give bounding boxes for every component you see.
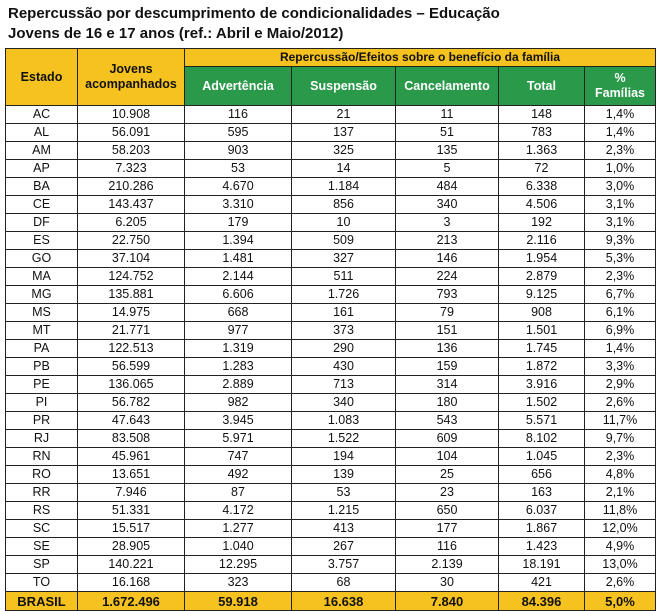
value-cell: 977 [185, 322, 292, 340]
state-cell: ES [6, 232, 78, 250]
value-cell: 10.908 [78, 106, 185, 124]
table-row [6, 574, 656, 592]
value-cell: 3.945 [185, 412, 292, 430]
header-pct-line1: % [614, 71, 626, 85]
value-cell: 53 [185, 160, 292, 178]
value-cell: 58.203 [78, 142, 185, 160]
value-cell: 3.757 [292, 556, 396, 574]
value-cell: 6.606 [185, 286, 292, 304]
state-cell: AM [6, 142, 78, 160]
header-total: Total [499, 67, 585, 106]
value-cell: 1.319 [185, 340, 292, 358]
header-jovens [78, 49, 185, 106]
value-cell: 609 [396, 430, 499, 448]
value-cell: 2.139 [396, 556, 499, 574]
value-cell: 15.517 [78, 520, 185, 538]
state-cell: SP [6, 556, 78, 574]
value-cell: 1.522 [292, 430, 396, 448]
value-cell: 56.599 [78, 358, 185, 376]
value-cell: 11,8% [585, 502, 656, 520]
header-pct-familias [585, 67, 656, 106]
table-row [6, 322, 656, 340]
value-cell: 179 [185, 214, 292, 232]
value-cell: 509 [292, 232, 396, 250]
value-cell: 1,4% [585, 340, 656, 358]
header-jovens-line1: Jovens [109, 62, 153, 76]
state-cell: PA [6, 340, 78, 358]
table-row [6, 178, 656, 196]
value-cell: 484 [396, 178, 499, 196]
value-cell: 2.116 [499, 232, 585, 250]
value-cell: 595 [185, 124, 292, 142]
value-cell: 21 [292, 106, 396, 124]
value-cell: 668 [185, 304, 292, 322]
value-cell: 9,7% [585, 430, 656, 448]
value-cell: 6,9% [585, 322, 656, 340]
value-cell: 3,1% [585, 214, 656, 232]
value-cell: 104 [396, 448, 499, 466]
state-cell: TO [6, 574, 78, 592]
table-row [6, 286, 656, 304]
value-cell: 161 [292, 304, 396, 322]
value-cell: 83.508 [78, 430, 185, 448]
value-cell: 192 [499, 214, 585, 232]
state-cell: PE [6, 376, 78, 394]
value-cell: 68 [292, 574, 396, 592]
state-cell: PI [6, 394, 78, 412]
value-cell: 1.363 [499, 142, 585, 160]
value-cell: 87 [185, 484, 292, 502]
total-cell: 84.396 [499, 592, 585, 611]
value-cell: 137 [292, 124, 396, 142]
value-cell: 47.643 [78, 412, 185, 430]
value-cell: 28.905 [78, 538, 185, 556]
value-cell: 146 [396, 250, 499, 268]
value-cell: 136 [396, 340, 499, 358]
value-cell: 116 [185, 106, 292, 124]
value-cell: 8.102 [499, 430, 585, 448]
value-cell: 2,6% [585, 394, 656, 412]
value-cell: 51 [396, 124, 499, 142]
value-cell: 6,7% [585, 286, 656, 304]
table-row [6, 196, 656, 214]
table-row [6, 520, 656, 538]
value-cell: 1.184 [292, 178, 396, 196]
value-cell: 116 [396, 538, 499, 556]
value-cell: 53 [292, 484, 396, 502]
table-row [6, 268, 656, 286]
value-cell: 1.083 [292, 412, 396, 430]
state-cell: RJ [6, 430, 78, 448]
value-cell: 1.501 [499, 322, 585, 340]
value-cell: 11 [396, 106, 499, 124]
data-table [5, 48, 656, 611]
value-cell: 2,3% [585, 268, 656, 286]
value-cell: 72 [499, 160, 585, 178]
value-cell: 1.502 [499, 394, 585, 412]
page-title [8, 4, 500, 44]
total-row [6, 592, 656, 611]
table-row [6, 106, 656, 124]
state-cell: MG [6, 286, 78, 304]
header-pct-line2: Famílias [594, 86, 646, 100]
state-cell: CE [6, 196, 78, 214]
value-cell: 1.045 [499, 448, 585, 466]
value-cell: 327 [292, 250, 396, 268]
value-cell: 159 [396, 358, 499, 376]
value-cell: 430 [292, 358, 396, 376]
state-cell: MT [6, 322, 78, 340]
value-cell: 3,0% [585, 178, 656, 196]
value-cell: 56.091 [78, 124, 185, 142]
value-cell: 9,3% [585, 232, 656, 250]
header-estado: Estado [6, 49, 78, 106]
value-cell: 140.221 [78, 556, 185, 574]
total-cell: 5,0% [585, 592, 656, 611]
value-cell: 7.323 [78, 160, 185, 178]
value-cell: 1.726 [292, 286, 396, 304]
value-cell: 1.481 [185, 250, 292, 268]
value-cell: 180 [396, 394, 499, 412]
total-cell: 16.638 [292, 592, 396, 611]
table-row [6, 358, 656, 376]
table-row [6, 502, 656, 520]
value-cell: 982 [185, 394, 292, 412]
state-cell: RR [6, 484, 78, 502]
value-cell: 2,1% [585, 484, 656, 502]
header-suspensao: Suspensão [292, 67, 396, 106]
value-cell: 747 [185, 448, 292, 466]
value-cell: 51.331 [78, 502, 185, 520]
value-cell: 139 [292, 466, 396, 484]
value-cell: 783 [499, 124, 585, 142]
value-cell: 10 [292, 214, 396, 232]
value-cell: 11,7% [585, 412, 656, 430]
value-cell: 12,0% [585, 520, 656, 538]
table-row [6, 448, 656, 466]
value-cell: 5.571 [499, 412, 585, 430]
value-cell: 124.752 [78, 268, 185, 286]
value-cell: 151 [396, 322, 499, 340]
value-cell: 3.310 [185, 196, 292, 214]
table-row [6, 430, 656, 448]
table-row [6, 466, 656, 484]
state-cell: AP [6, 160, 78, 178]
state-cell: SC [6, 520, 78, 538]
table-row [6, 412, 656, 430]
value-cell: 135 [396, 142, 499, 160]
value-cell: 13.651 [78, 466, 185, 484]
value-cell: 1.872 [499, 358, 585, 376]
value-cell: 373 [292, 322, 396, 340]
value-cell: 13,0% [585, 556, 656, 574]
table-body [6, 106, 656, 592]
value-cell: 1.954 [499, 250, 585, 268]
table-row [6, 376, 656, 394]
value-cell: 30 [396, 574, 499, 592]
value-cell: 213 [396, 232, 499, 250]
table-row [6, 538, 656, 556]
value-cell: 323 [185, 574, 292, 592]
value-cell: 16.168 [78, 574, 185, 592]
state-cell: RN [6, 448, 78, 466]
value-cell: 4,8% [585, 466, 656, 484]
value-cell: 4.172 [185, 502, 292, 520]
value-cell: 194 [292, 448, 396, 466]
state-cell: PR [6, 412, 78, 430]
value-cell: 2,3% [585, 448, 656, 466]
value-cell: 1.423 [499, 538, 585, 556]
value-cell: 1.867 [499, 520, 585, 538]
value-cell: 6.205 [78, 214, 185, 232]
value-cell: 1.745 [499, 340, 585, 358]
value-cell: 18.191 [499, 556, 585, 574]
value-cell: 21.771 [78, 322, 185, 340]
value-cell: 79 [396, 304, 499, 322]
total-cell: 1.672.496 [78, 592, 185, 611]
value-cell: 1.394 [185, 232, 292, 250]
table-row [6, 556, 656, 574]
value-cell: 2.889 [185, 376, 292, 394]
value-cell: 4,9% [585, 538, 656, 556]
state-cell: MS [6, 304, 78, 322]
header-cancelamento: Cancelamento [396, 67, 499, 106]
state-cell: SE [6, 538, 78, 556]
header-group: Repercussão/Efeitos sobre o benefício da família [185, 49, 656, 67]
value-cell: 1,0% [585, 160, 656, 178]
value-cell: 5.971 [185, 430, 292, 448]
table-row [6, 484, 656, 502]
table-row [6, 142, 656, 160]
value-cell: 1.040 [185, 538, 292, 556]
table-row [6, 232, 656, 250]
value-cell: 224 [396, 268, 499, 286]
state-cell: MA [6, 268, 78, 286]
value-cell: 3 [396, 214, 499, 232]
value-cell: 148 [499, 106, 585, 124]
value-cell: 290 [292, 340, 396, 358]
value-cell: 793 [396, 286, 499, 304]
value-cell: 2,6% [585, 574, 656, 592]
value-cell: 177 [396, 520, 499, 538]
total-cell: 59.918 [185, 592, 292, 611]
value-cell: 5,3% [585, 250, 656, 268]
value-cell: 2.879 [499, 268, 585, 286]
value-cell: 325 [292, 142, 396, 160]
value-cell: 7.946 [78, 484, 185, 502]
value-cell: 340 [396, 196, 499, 214]
state-cell: AC [6, 106, 78, 124]
value-cell: 3,1% [585, 196, 656, 214]
state-cell: RO [6, 466, 78, 484]
value-cell: 340 [292, 394, 396, 412]
value-cell: 6.037 [499, 502, 585, 520]
table-row [6, 214, 656, 232]
value-cell: 267 [292, 538, 396, 556]
value-cell: 421 [499, 574, 585, 592]
value-cell: 314 [396, 376, 499, 394]
value-cell: 3,3% [585, 358, 656, 376]
value-cell: 908 [499, 304, 585, 322]
value-cell: 492 [185, 466, 292, 484]
total-cell: 7.840 [396, 592, 499, 611]
table-row [6, 250, 656, 268]
value-cell: 136.065 [78, 376, 185, 394]
value-cell: 22.750 [78, 232, 185, 250]
value-cell: 143.437 [78, 196, 185, 214]
state-cell: PB [6, 358, 78, 376]
value-cell: 14 [292, 160, 396, 178]
table-row [6, 394, 656, 412]
value-cell: 856 [292, 196, 396, 214]
table-row [6, 160, 656, 178]
state-cell: BA [6, 178, 78, 196]
value-cell: 1.215 [292, 502, 396, 520]
value-cell: 122.513 [78, 340, 185, 358]
value-cell: 511 [292, 268, 396, 286]
value-cell: 4.670 [185, 178, 292, 196]
value-cell: 4.506 [499, 196, 585, 214]
value-cell: 1,4% [585, 106, 656, 124]
value-cell: 37.104 [78, 250, 185, 268]
header-advertencia: Advertência [185, 67, 292, 106]
value-cell: 12.295 [185, 556, 292, 574]
value-cell: 135.881 [78, 286, 185, 304]
table-row [6, 340, 656, 358]
value-cell: 3.916 [499, 376, 585, 394]
value-cell: 14.975 [78, 304, 185, 322]
state-cell: DF [6, 214, 78, 232]
title-line-2: Jovens de 16 e 17 anos (ref.: Abril e Maio/2012) [8, 25, 344, 42]
table-row [6, 124, 656, 142]
title-line-1: Repercussão por descumprimento de condicionalidades – Educação [8, 5, 500, 22]
value-cell: 2.144 [185, 268, 292, 286]
value-cell: 25 [396, 466, 499, 484]
value-cell: 543 [396, 412, 499, 430]
total-cell: BRASIL [6, 592, 78, 611]
value-cell: 163 [499, 484, 585, 502]
value-cell: 713 [292, 376, 396, 394]
state-cell: GO [6, 250, 78, 268]
value-cell: 903 [185, 142, 292, 160]
table-row [6, 304, 656, 322]
value-cell: 56.782 [78, 394, 185, 412]
value-cell: 2,3% [585, 142, 656, 160]
value-cell: 650 [396, 502, 499, 520]
value-cell: 45.961 [78, 448, 185, 466]
value-cell: 6.338 [499, 178, 585, 196]
value-cell: 5 [396, 160, 499, 178]
state-cell: AL [6, 124, 78, 142]
value-cell: 413 [292, 520, 396, 538]
value-cell: 210.286 [78, 178, 185, 196]
value-cell: 1.283 [185, 358, 292, 376]
value-cell: 9.125 [499, 286, 585, 304]
value-cell: 6,1% [585, 304, 656, 322]
state-cell: RS [6, 502, 78, 520]
value-cell: 2,9% [585, 376, 656, 394]
header-jovens-line2: acompanhados [85, 77, 177, 91]
value-cell: 656 [499, 466, 585, 484]
value-cell: 1,4% [585, 124, 656, 142]
value-cell: 1.277 [185, 520, 292, 538]
value-cell: 23 [396, 484, 499, 502]
